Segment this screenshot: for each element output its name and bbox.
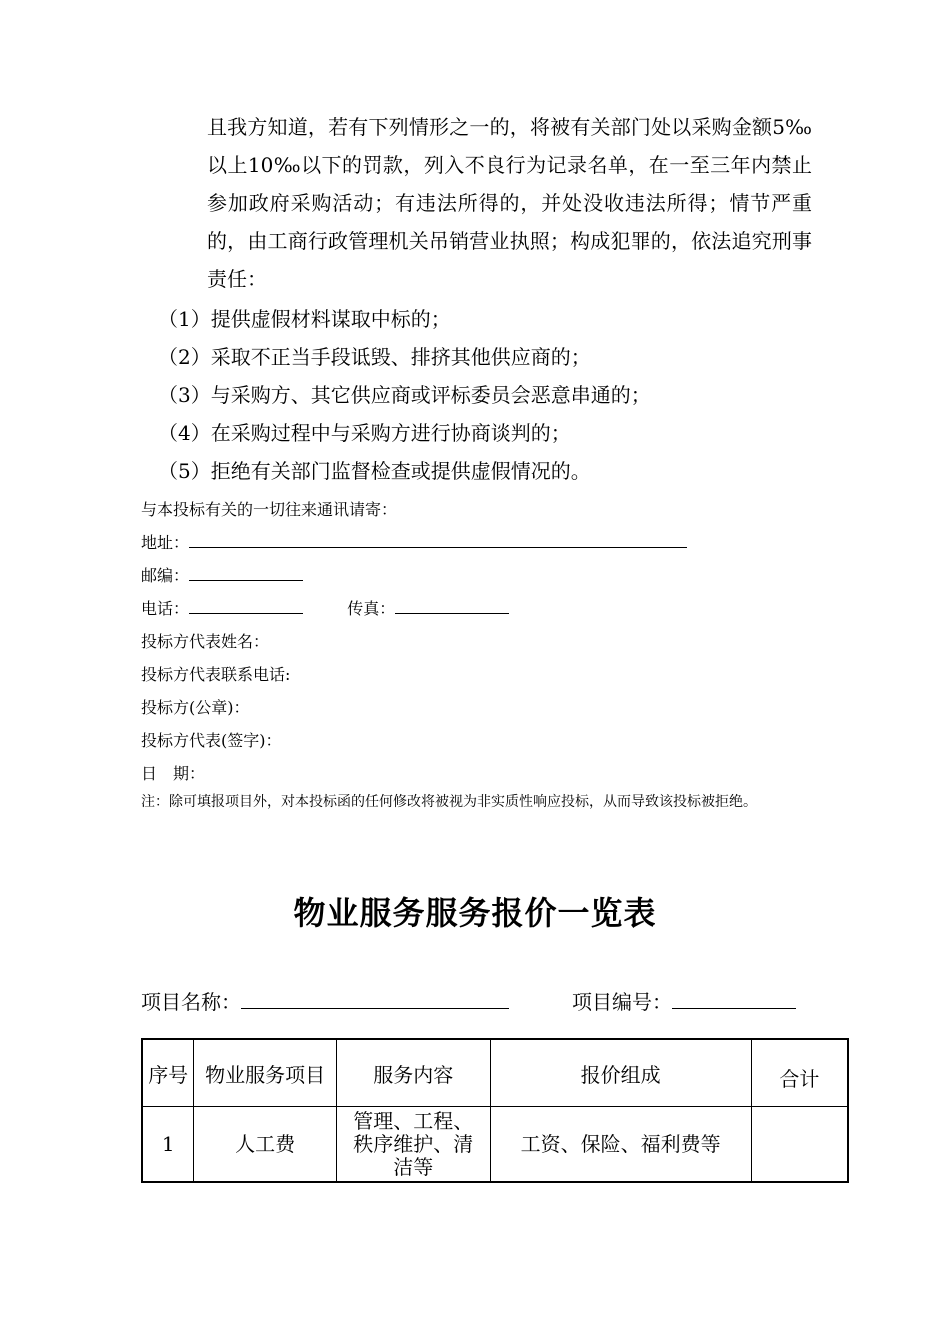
address-label: 地址： [141, 533, 190, 552]
postcode-field[interactable] [189, 566, 303, 581]
address-row [141, 530, 687, 553]
note-text: 注：除可填报项目外，对本投标函的任何修改将被视为非实质性响应投标，从而导致该投标被拒绝。 [141, 794, 757, 810]
project-name-row [141, 986, 509, 1015]
header-cell: 序号 [142, 1039, 194, 1107]
project-no-label: 项目编号： [572, 990, 672, 1014]
fax-label: 传真： [347, 599, 396, 618]
date-label: 日 期： [141, 764, 206, 783]
phone-field[interactable] [189, 599, 303, 614]
postcode-row [141, 563, 303, 586]
table-header-row [142, 1039, 848, 1107]
contact-intro: 与本投标有关的一切往来通讯请寄： [141, 500, 398, 519]
violation-list [158, 300, 651, 490]
postcode-label: 邮编： [141, 566, 190, 585]
project-name-label: 项目名称： [141, 990, 241, 1014]
seal-label: 投标方(公章)： [141, 698, 250, 717]
list-item: （5）拒绝有关部门监督检查或提供虚假情况的。 [158, 459, 591, 483]
phone-fax-row [141, 596, 509, 619]
rep-phone-label: 投标方代表联系电话: [141, 665, 291, 684]
header-cell: 服务内容 [336, 1039, 490, 1107]
declaration-paragraph: 且我方知道，若有下列情形之一的，将被有关部门处以采购金额5‰以上10‰以下的罚款，列入不良行为记录名单，在一至三年内禁止参加政府采购活动；有违法所得的，并处没收违法所得；情节严重的，由工商行政管理机关吊销营业执照；构成犯罪的，依法追究刑事责任： [207, 115, 812, 291]
project-no-row [572, 986, 796, 1015]
table-cell: 1 [142, 1107, 194, 1183]
table-cell: 管理、工程、秩序维护、清洁等 [336, 1107, 490, 1183]
header-cell: 物业服务项目 [194, 1039, 337, 1107]
list-item: （3）与采购方、其它供应商或评标委员会恶意串通的； [158, 383, 651, 407]
list-item: （2）采取不正当手段诋毁、排挤其他供应商的； [158, 345, 591, 369]
page-title: 物业服务服务报价一览表 [293, 894, 657, 932]
table-cell: 工资、保险、福利费等 [490, 1107, 751, 1183]
header-cell: 报价组成 [490, 1039, 751, 1107]
table-row [142, 1107, 848, 1183]
address-field[interactable] [189, 533, 687, 548]
rep-name-label: 投标方代表姓名： [141, 632, 270, 651]
list-item: （1）提供虚假材料谋取中标的； [158, 307, 451, 331]
header-cell: 合计 [751, 1039, 848, 1107]
project-no-field[interactable] [672, 992, 796, 1009]
phone-label: 电话： [141, 599, 190, 618]
fax-field[interactable] [395, 599, 509, 614]
table-cell: 人工费 [194, 1107, 337, 1183]
total-cell[interactable] [751, 1107, 848, 1183]
project-name-field[interactable] [241, 992, 509, 1009]
sign-label: 投标方代表(签字)： [141, 731, 282, 750]
list-item: （4）在采购过程中与采购方进行协商谈判的； [158, 421, 571, 445]
quote-table [141, 1038, 849, 1183]
